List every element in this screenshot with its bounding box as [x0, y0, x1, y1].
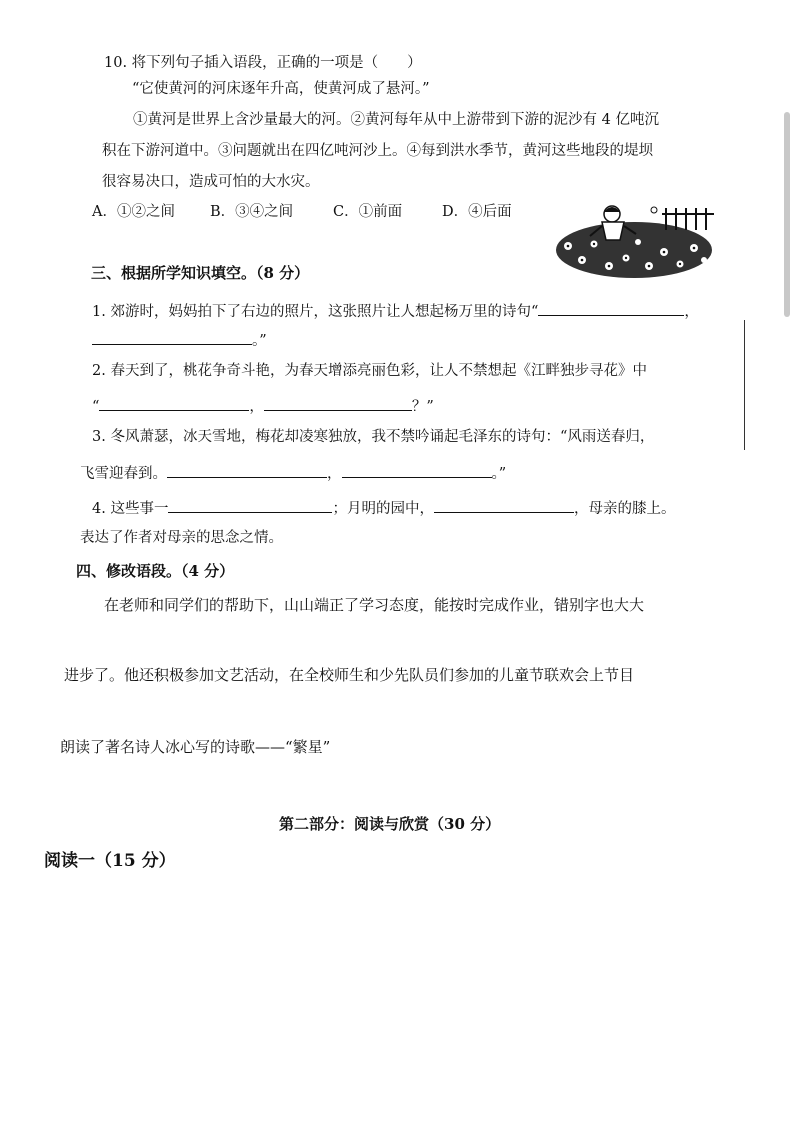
q10-stem: 10. 将下列句子插入语段，正确的一项是（ ） [104, 55, 422, 71]
s3-q4-blank-2[interactable] [434, 498, 574, 513]
s3-q2-open-quote: “ [92, 399, 100, 415]
s3-q4-line-2: 表达了作者对母亲的思念之情。 [80, 530, 283, 546]
q10-option-c: C．①前面 [333, 204, 403, 220]
s3-q2-line-1: 2. 春天到了，桃花争奇斗艳，为春天增添亮丽色彩，让人不禁想起《江畔独步寻花》中 [92, 363, 647, 379]
s3-q2-blank-2[interactable] [264, 396, 412, 411]
s3-q1-end: 。” [252, 333, 267, 349]
s3-q3-line-2 [80, 463, 506, 482]
s3-q4-line-1 [92, 498, 675, 517]
section-3-title: 三、根据所学知识填空。（8 分） [91, 264, 310, 282]
q10-paragraph-line-2: 积在下游河道中。③问题就出在四亿吨河沙上。④每到洪水季节，黄河这些地段的堤坝 [102, 143, 653, 159]
s3-q4-blank-1[interactable] [168, 498, 332, 513]
s3-q4-prefix: 4. 这些事一 [92, 501, 169, 517]
q10-paragraph-line-1: ①黄河是世界上含沙量最大的河。②黄河每年从中上游带到下游的泥沙有 4 亿吨沉 [133, 112, 659, 128]
q10-option-d: D．④后面 [442, 204, 512, 220]
s3-q3-line-1: 3. 冬风萧瑟，冰天雪地，梅花却凌寒独放，我不禁吟诵起毛泽东的诗句：“风雨送春归， [92, 429, 655, 445]
vertical-scrollbar[interactable] [784, 112, 790, 317]
s4-paragraph-line-2: 进步了。他还积极参加文艺活动，在全校师生和少先队员们参加的儿童节联欢会上节目 [64, 666, 635, 684]
s3-q3-blank-1[interactable] [167, 463, 327, 478]
s3-q1-line-1 [92, 301, 699, 320]
s3-q4-end: ，母亲的膝上。 [573, 501, 676, 517]
s3-q3-end: 。” [491, 466, 507, 482]
q10-option-a: A．①②之间 [92, 204, 175, 220]
q10-insert-sentence: “它使黄河的河床逐年升高，使黄河成了悬河。” [132, 81, 430, 97]
s3-q2-blank-1[interactable] [99, 396, 249, 411]
s4-paragraph-line-3: 朗读了著名诗人冰心写的诗歌——“繁星” [60, 738, 331, 756]
section-4-title: 四、修改语段。（4 分） [76, 562, 235, 580]
s3-q1-line-2 [92, 330, 267, 349]
s3-q3-comma: ， [327, 466, 342, 482]
reading-1-title: 阅读一（15 分） [44, 851, 176, 871]
s3-q2-comma: ， [249, 399, 264, 415]
s3-q2-end: ？” [411, 399, 434, 415]
s3-q1-prompt: 1. 郊游时，妈妈拍下了右边的照片，这张照片让人想起杨万里的诗句“ [92, 304, 539, 320]
s3-q3-blank-2[interactable] [342, 463, 492, 478]
s3-q1-blank-2[interactable] [92, 330, 252, 345]
margin-rule [744, 320, 745, 450]
s3-q3-prefix: 飞雪迎春到。 [80, 466, 167, 482]
q10-option-b: B．③④之间 [210, 204, 294, 220]
q10-paragraph-line-3: 很容易决口，造成可怕的大水灾。 [102, 174, 320, 190]
part-2-title: 第二部分：阅读与欣赏（30 分） [279, 815, 501, 833]
s3-q1-comma: ， [684, 304, 699, 320]
s3-q2-line-2 [92, 396, 434, 415]
s3-q4-mid: ；月明的园中， [332, 501, 434, 517]
s3-q1-blank-1[interactable] [538, 301, 684, 316]
s4-paragraph-line-1: 在老师和同学们的帮助下，山山端正了学习态度，能按时完成作业，错别字也大大 [104, 596, 645, 614]
outing-photo-illustration [554, 200, 714, 282]
